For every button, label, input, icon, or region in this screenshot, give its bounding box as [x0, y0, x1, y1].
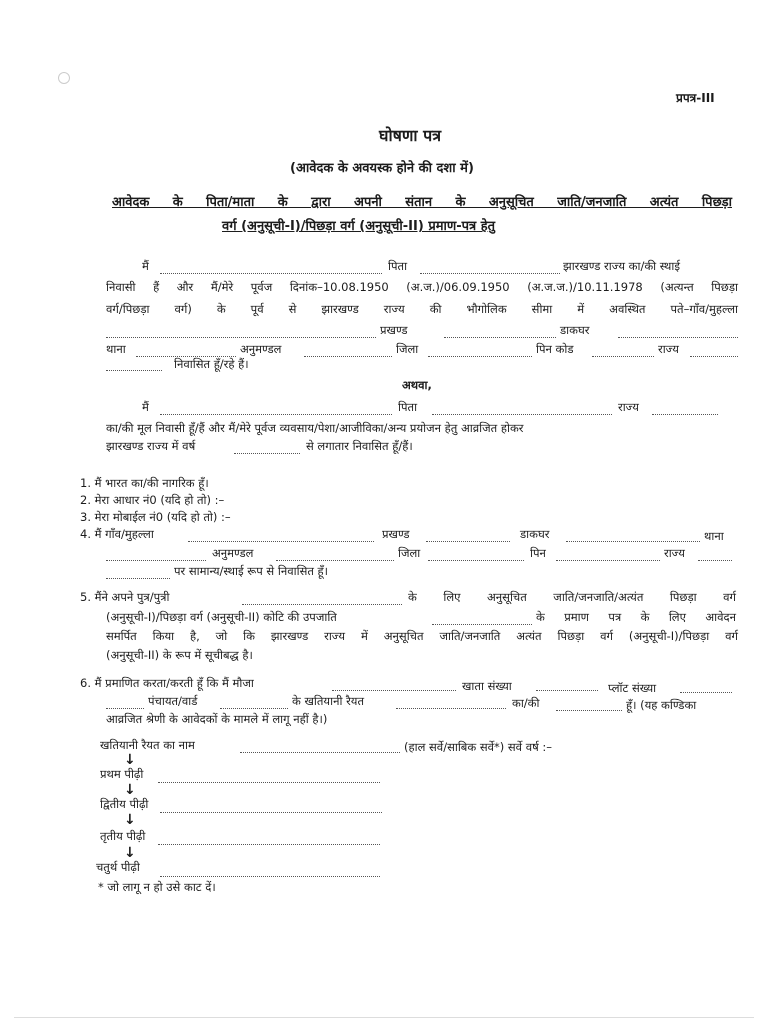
p1-police-label: थाना — [106, 342, 126, 356]
item-4-pin-label: पिन — [530, 546, 546, 560]
generation-1-field[interactable] — [158, 782, 380, 783]
item-4-postoffice-label: डाकघर — [520, 527, 550, 541]
item-5-child-field[interactable] — [242, 604, 402, 605]
item-4-address-field[interactable] — [106, 578, 170, 579]
p2-father-label: पिता — [398, 400, 418, 414]
p1-state-label: राज्य — [658, 342, 679, 356]
item-5-subcaste-field[interactable] — [432, 624, 532, 625]
item-4-block-label: प्रखण्ड — [382, 527, 410, 541]
item-5-line-2-end: के प्रमाण पत्र के लिए आवेदन — [536, 610, 736, 624]
item-4-state-label: राज्य — [664, 546, 685, 560]
page-bottom-edge — [14, 1017, 754, 1018]
survey-label: (हाल सर्वे/साबिक सर्वे*) सर्वे वर्ष :– — [404, 740, 553, 754]
item-4-state-field[interactable] — [698, 560, 732, 561]
p1-postoffice-label: डाकघर — [560, 323, 590, 337]
p1-block-label: प्रखण्ड — [380, 323, 408, 337]
item-4-postoffice-field[interactable] — [566, 541, 700, 542]
p1-block-field[interactable] — [444, 337, 556, 338]
raiyat-name-field[interactable] — [240, 752, 400, 753]
punch-hole-mark — [58, 72, 70, 84]
footnote: * जो लागू न हो उसे काट दें। — [98, 880, 216, 894]
p1-subdivision-label: अनुमण्डल — [240, 342, 282, 356]
down-arrow-icon: ↓ — [124, 812, 136, 828]
p1-name-field[interactable] — [160, 273, 382, 274]
item-6-raiyat-field[interactable] — [396, 708, 506, 709]
page-title: घोषणा पत्र — [379, 126, 442, 145]
p1-state-text: झारखण्ड राज्य का/की स्थाई — [563, 259, 681, 273]
item-6-panchayat-label: पंचायत/वार्ड — [148, 694, 198, 708]
raiyat-name-label: खतियानी रैयत का नाम — [100, 738, 195, 752]
item-4-block-field[interactable] — [426, 541, 510, 542]
down-arrow-icon: ↓ — [124, 845, 136, 861]
item-3: 3. मेरा मोबाईल नं0 (यदि हो तो) :– — [80, 510, 231, 524]
p2-name-field[interactable] — [160, 414, 392, 415]
item-4-district-label: जिला — [398, 546, 421, 560]
p1-pincode-label: पिन कोड — [536, 342, 574, 356]
item-4-police-label: थाना — [704, 529, 724, 543]
p2-line-3-end: से लगातार निवासित हूँ/हैं। — [306, 439, 413, 453]
p2-year-label: झारखण्ड राज्य में वर्ष — [106, 439, 196, 453]
p1-district-field[interactable] — [428, 356, 532, 357]
item-5-line-3: समर्पित किया है, जो कि झारखण्ड राज्य में अनुसूचित जाति/जनजाति अत्यंत पिछड़ा वर्ग (अनुसूची-I)/पिछड़ा वर्ग — [106, 629, 738, 643]
p2-state-label: राज्य — [618, 400, 639, 414]
item-6-panchayat-pre-field[interactable] — [106, 708, 144, 709]
item-4-subdivision-field[interactable] — [276, 560, 394, 561]
item-5-line-1-end: के लिए अनुसूचित जाति/जनजाति/अत्यंत पिछड़ा वर्ग — [408, 590, 736, 604]
item-4-village-label: 4. मैं गाँव/मुहल्ला — [80, 527, 154, 541]
p1-father-label: पिता — [388, 259, 408, 273]
p1-postoffice-field[interactable] — [618, 337, 738, 338]
p1-subdivision-field[interactable] — [304, 356, 392, 357]
item-5-label: 5. मैंने अपने पुत्र/पुत्री — [80, 590, 170, 604]
p1-state-field[interactable] — [690, 356, 738, 357]
p2-year-field[interactable] — [234, 453, 300, 454]
p1-me-label: मैं — [142, 259, 149, 273]
item-6-panchayat-field[interactable] — [220, 708, 288, 709]
down-arrow-icon: ↓ — [124, 752, 136, 768]
item-1: 1. मैं भारत का/की नागरिक हूँ। — [80, 476, 209, 490]
item-4-pin-field[interactable] — [556, 560, 660, 561]
generation-4-field[interactable] — [160, 876, 380, 877]
item-4-subdivision-label: अनुमण्डल — [212, 546, 254, 560]
item-4-police-field[interactable] — [106, 560, 206, 561]
item-4-end: पर सामान्य/स्थाई रूप से निवासित हूँ। — [174, 564, 329, 578]
item-5-line-2: (अनुसूची-I)/पिछड़ा वर्ग (अनुसूची-II) कोटि की उपजाति — [106, 610, 337, 624]
p1-line-2: निवासी हैं और मैं/मेरे पूर्वज दिनांक–10.08.1950 (अ.ज.)/06.09.1950 (अ.ज.ज.)/10.11.1978 (अत्यन्त पिछड़ा — [106, 280, 738, 294]
item-2: 2. मेरा आधार नं0 (यदि हो तो) :– — [80, 493, 225, 507]
generation-2-field[interactable] — [160, 812, 382, 813]
p2-father-field[interactable] — [432, 414, 612, 415]
generation-4-label: चतुर्थ पीढ़ी — [96, 860, 140, 874]
form-number: प्रपत्र-III — [676, 91, 715, 105]
generation-3-label: तृतीय पीढ़ी — [100, 829, 146, 843]
p2-state-field[interactable] — [652, 414, 718, 415]
item-6-mauja-field[interactable] — [332, 690, 456, 691]
p2-line-2: का/की मूल निवासी हूँ/हैं और मैं/मेरे पूर्वज व्यवसाय/पेशा/आजीविका/अन्य प्रयोजन हेतु आव्रजित होकर — [106, 421, 524, 435]
heading-line-1: आवेदक के पिता/माता के द्वारा अपनी संतान के अनुसूचित जाति/जनजाति अत्यंत पिछड़ा — [112, 195, 732, 210]
item-6-hun-text: हूँ। (यह कण्डिका — [626, 698, 697, 712]
generation-2-label: द्वितीय पीढ़ी — [100, 797, 149, 811]
p1-district-label: जिला — [396, 342, 419, 356]
item-6-relation-field[interactable] — [556, 710, 622, 711]
item-4-district-field[interactable] — [428, 560, 524, 561]
p1-line-3: वर्ग/पिछड़ा वर्ग) के पूर्व से झारखण्ड राज्य की भौगोलिक सीमा में अवस्थित पते–गाँव/मुहल्ला — [106, 302, 738, 316]
generation-3-field[interactable] — [158, 844, 380, 845]
item-5-line-4: (अनुसूची-II) के रूप में सूचीबद्ध है। — [106, 648, 253, 662]
item-4-village-field[interactable] — [188, 541, 374, 542]
item-6-raiyat-label: के खतियानी रैयत — [292, 694, 365, 708]
item-6-label: 6. मैं प्रमाणित करता/करती हूँ कि मैं मौजा — [80, 676, 254, 690]
heading-line-2: वर्ग (अनुसूची-I)/पिछड़ा वर्ग (अनुसूची-II) प्रमाण-पत्र हेतु — [222, 219, 496, 234]
item-6-plot-label: प्लॉट संख्या — [608, 681, 657, 695]
page-subtitle: (आवेदक के अवयस्क होने की दशा में) — [290, 161, 474, 176]
generation-1-label: प्रथम पीढ़ी — [100, 767, 144, 781]
down-arrow-icon: ↓ — [124, 782, 136, 798]
item-6-kaki-label: का/की — [512, 696, 540, 710]
p1-father-field[interactable] — [420, 273, 560, 274]
or-separator: अथवा, — [402, 378, 432, 392]
p1-pincode-field[interactable] — [592, 356, 654, 357]
item-6-khata-field[interactable] — [536, 690, 598, 691]
p1-village-field[interactable] — [106, 337, 376, 338]
item-6-end: आव्रजित श्रेणी के आवेदकों के मामले में लागू नहीं है।) — [106, 712, 328, 726]
p1-state-field-cont[interactable] — [106, 370, 162, 371]
p1-line-6: निवासित हूँ/रहे हैं। — [174, 357, 249, 371]
item-6-plot-field[interactable] — [680, 692, 732, 693]
item-6-khata-label: खाता संख्या — [462, 679, 512, 693]
p2-me-label: मैं — [142, 400, 149, 414]
